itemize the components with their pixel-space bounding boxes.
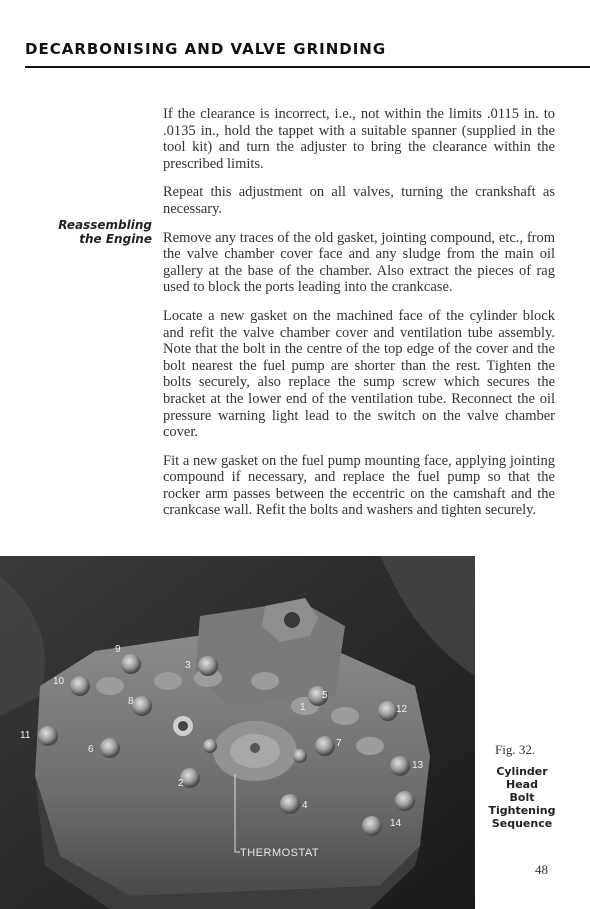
bolt-number-11: 11 bbox=[20, 730, 31, 741]
paragraph-remove-gasket: Remove any traces of the old gasket, jointing compound, etc., from the valve chamber cover face and any sludge from the main oil gallery at the base of the chamber. Also extract the pieces of rag used to block the ports leading into the crankcase. bbox=[163, 229, 555, 296]
bolt-number-2: 2 bbox=[178, 778, 184, 789]
bolt-number-4: 4 bbox=[302, 800, 308, 811]
bolt-number-9: 9 bbox=[115, 644, 121, 655]
bolt-number-14: 14 bbox=[390, 818, 402, 829]
figure-number: Fig. 32. bbox=[495, 742, 536, 757]
figure-caption bbox=[482, 765, 562, 830]
paragraph-locate-gasket: Locate a new gasket on the machined face of the cylinder block and refit the valve chamber cover and ventilation tube assembly. Note that the bolt in the centre of the top edge of the cover and the bolt nearest the fuel pump are shorter than the rest. Tighten the bolts securely, also replace the sump screw which secures the bracket at the lower end of the ventilation tube. Reconnect the oil pressure warning light lead to the switch on the valve chamber cover. bbox=[163, 307, 555, 441]
page-title: DECARBONISING AND VALVE GRINDING bbox=[25, 40, 387, 58]
bolt-number-1: 1 bbox=[300, 702, 306, 713]
bolt-number-13: 13 bbox=[412, 760, 424, 771]
caption-line: Tightening bbox=[488, 804, 556, 817]
body-text bbox=[163, 106, 555, 531]
thermostat-label: THERMOSTAT bbox=[240, 847, 320, 859]
margin-heading-line2: the Engine bbox=[79, 232, 152, 246]
bolt-number-7: 7 bbox=[336, 738, 342, 749]
engine-photo bbox=[0, 556, 475, 909]
bolt-number-5: 5 bbox=[322, 690, 328, 701]
page-number: 48 bbox=[535, 862, 548, 877]
caption-line: Cylinder bbox=[496, 765, 548, 778]
header-rule bbox=[25, 66, 590, 68]
page-header bbox=[25, 40, 590, 58]
paragraph-clearance: If the clearance is incorrect, i.e., not within the limits .0115 in. to .0135 in., hold the tappet with a suitable spanner (supplied in the tool kit) and turn the adjuster to bring the clearance within the prescribed limits. bbox=[163, 106, 555, 172]
caption-line: Sequence bbox=[491, 817, 553, 830]
bolt-number-8: 8 bbox=[128, 696, 134, 707]
bolt-number-6: 6 bbox=[88, 744, 94, 755]
caption-line: Head bbox=[506, 778, 538, 791]
bolt-number-3: 3 bbox=[185, 660, 191, 671]
paragraph-fuel-pump: Fit a new gasket on the fuel pump mounting face, applying jointing compound if necessary, and replace the fuel pump so that the rocker arm passes between the eccentric on the camshaft and the crankcase wall. Refit the bolts and washers and tighten securely. bbox=[163, 452, 555, 519]
paragraph-repeat: Repeat this adjustment on all valves, turning the crankshaft as necessary. bbox=[163, 184, 555, 217]
bolt-number-10: 10 bbox=[53, 676, 65, 687]
caption-line: Bolt bbox=[509, 791, 535, 804]
margin-heading bbox=[40, 218, 152, 246]
bolt-number-12: 12 bbox=[396, 704, 408, 715]
margin-heading-line1: Reassembling bbox=[58, 218, 152, 232]
